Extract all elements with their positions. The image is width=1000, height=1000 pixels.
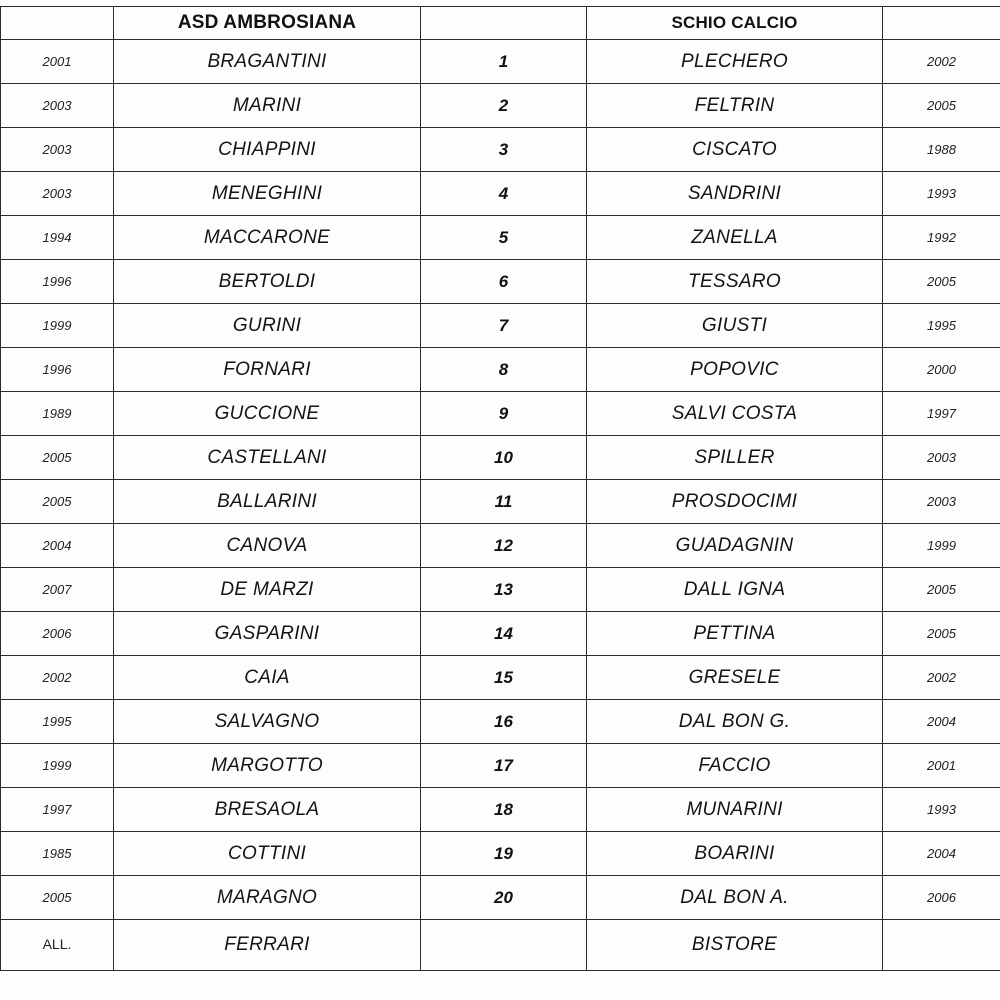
home-name-cell bbox=[114, 656, 421, 700]
away-birth-year: 2002 bbox=[927, 669, 956, 685]
home-birth-year: 1994 bbox=[42, 229, 72, 245]
home-player-name: CANOVA bbox=[226, 534, 308, 556]
away-player-name: GRESELE bbox=[688, 666, 781, 688]
shirt-number: 9 bbox=[498, 403, 509, 423]
shirt-number-cell bbox=[421, 656, 587, 700]
player-row bbox=[1, 348, 1000, 392]
away-player-name: ZANELLA bbox=[691, 226, 778, 248]
home-year-cell bbox=[1, 436, 114, 480]
away-name-cell bbox=[587, 216, 883, 260]
lineup-table bbox=[0, 6, 1000, 971]
away-birth-year: 1997 bbox=[927, 405, 956, 421]
shirt-number: 11 bbox=[494, 491, 513, 511]
home-year-cell bbox=[1, 876, 114, 920]
home-name-cell bbox=[114, 40, 421, 84]
away-name-cell bbox=[587, 480, 883, 524]
coach-blank-right bbox=[883, 920, 1000, 971]
away-birth-year: 1999 bbox=[927, 537, 956, 553]
shirt-number: 18 bbox=[494, 799, 513, 819]
away-year-cell bbox=[883, 700, 1000, 744]
home-year-cell bbox=[1, 700, 114, 744]
home-year-cell bbox=[1, 788, 114, 832]
home-birth-year: 2004 bbox=[42, 537, 72, 553]
away-coach-cell bbox=[587, 920, 883, 971]
away-team-name: SCHIO CALCIO bbox=[671, 13, 798, 32]
away-birth-year: 2003 bbox=[927, 449, 956, 465]
away-name-cell bbox=[587, 84, 883, 128]
away-birth-year: 2005 bbox=[927, 273, 956, 289]
away-year-cell bbox=[883, 612, 1000, 656]
home-year-cell bbox=[1, 172, 114, 216]
away-player-name: PETTINA bbox=[693, 622, 776, 644]
player-row bbox=[1, 656, 1000, 700]
home-coach-label: ALL. bbox=[42, 936, 72, 952]
home-birth-year: 1996 bbox=[42, 273, 72, 289]
shirt-number-cell bbox=[421, 216, 587, 260]
home-year-cell bbox=[1, 260, 114, 304]
home-coach-cell bbox=[114, 920, 421, 971]
shirt-number: 8 bbox=[498, 359, 509, 379]
away-birth-year: 2004 bbox=[927, 713, 956, 729]
away-name-cell bbox=[587, 304, 883, 348]
away-name-cell bbox=[587, 40, 883, 84]
away-birth-year: 2006 bbox=[927, 889, 956, 905]
away-year-cell bbox=[883, 656, 1000, 700]
home-player-name: CHIAPPINI bbox=[218, 138, 316, 160]
away-name-cell bbox=[587, 656, 883, 700]
away-birth-year: 1993 bbox=[927, 185, 956, 201]
shirt-number-cell bbox=[421, 348, 587, 392]
home-birth-year: 1999 bbox=[42, 317, 72, 333]
home-name-cell bbox=[114, 788, 421, 832]
home-birth-year: 1997 bbox=[42, 801, 72, 817]
shirt-number-cell bbox=[421, 260, 587, 304]
home-player-name: MENEGHINI bbox=[211, 182, 323, 204]
away-birth-year: 1993 bbox=[927, 801, 956, 817]
coach-label-cell bbox=[1, 920, 114, 971]
away-birth-year: 1988 bbox=[927, 141, 956, 157]
home-name-cell bbox=[114, 304, 421, 348]
home-name-cell bbox=[114, 84, 421, 128]
shirt-number: 19 bbox=[494, 843, 513, 863]
away-birth-year: 1992 bbox=[927, 229, 956, 245]
home-year-cell bbox=[1, 304, 114, 348]
player-row bbox=[1, 480, 1000, 524]
away-name-cell bbox=[587, 700, 883, 744]
player-row bbox=[1, 876, 1000, 920]
away-player-name: GUADAGNIN bbox=[675, 534, 794, 556]
header-blank-left bbox=[1, 7, 114, 40]
player-row bbox=[1, 128, 1000, 172]
home-player-name: CASTELLANI bbox=[207, 446, 327, 468]
away-year-cell bbox=[883, 788, 1000, 832]
home-year-cell bbox=[1, 744, 114, 788]
home-birth-year: 2002 bbox=[42, 669, 72, 685]
home-name-cell bbox=[114, 436, 421, 480]
away-name-cell bbox=[587, 436, 883, 480]
away-name-cell bbox=[587, 744, 883, 788]
away-year-cell bbox=[883, 84, 1000, 128]
home-player-name: MARAGNO bbox=[216, 886, 318, 908]
away-year-cell bbox=[883, 260, 1000, 304]
player-row bbox=[1, 832, 1000, 876]
away-player-name: MUNARINI bbox=[686, 798, 783, 820]
away-name-cell bbox=[587, 524, 883, 568]
away-year-cell bbox=[883, 40, 1000, 84]
home-name-cell bbox=[114, 128, 421, 172]
shirt-number: 15 bbox=[494, 667, 513, 687]
away-name-cell bbox=[587, 612, 883, 656]
home-coach-name: FERRARI bbox=[224, 934, 310, 955]
home-name-cell bbox=[114, 568, 421, 612]
home-birth-year: 2006 bbox=[42, 625, 72, 641]
away-player-name: PROSDOCIMI bbox=[671, 490, 798, 512]
home-player-name: BRAGANTINI bbox=[207, 50, 327, 72]
away-year-cell bbox=[883, 436, 1000, 480]
home-name-cell bbox=[114, 744, 421, 788]
away-player-name: CISCATO bbox=[692, 138, 777, 160]
shirt-number-cell bbox=[421, 84, 587, 128]
shirt-number-cell bbox=[421, 172, 587, 216]
home-name-cell bbox=[114, 216, 421, 260]
player-row bbox=[1, 524, 1000, 568]
shirt-number: 14 bbox=[494, 623, 513, 643]
player-row bbox=[1, 700, 1000, 744]
away-year-cell bbox=[883, 744, 1000, 788]
shirt-number-cell bbox=[421, 788, 587, 832]
shirt-number-cell bbox=[421, 568, 587, 612]
away-year-cell bbox=[883, 216, 1000, 260]
shirt-number-cell bbox=[421, 304, 587, 348]
home-birth-year: 1995 bbox=[42, 713, 72, 729]
away-player-name: FELTRIN bbox=[694, 94, 775, 116]
away-name-cell bbox=[587, 392, 883, 436]
shirt-number: 3 bbox=[498, 139, 509, 159]
home-year-cell bbox=[1, 524, 114, 568]
home-birth-year: 1989 bbox=[42, 405, 72, 421]
player-row bbox=[1, 304, 1000, 348]
away-player-name: TESSARO bbox=[688, 270, 781, 292]
away-year-cell bbox=[883, 480, 1000, 524]
player-row bbox=[1, 612, 1000, 656]
home-player-name: GURINI bbox=[232, 314, 302, 336]
player-row bbox=[1, 744, 1000, 788]
home-year-cell bbox=[1, 832, 114, 876]
away-year-cell bbox=[883, 832, 1000, 876]
home-player-name: GUCCIONE bbox=[214, 402, 320, 424]
home-name-cell bbox=[114, 876, 421, 920]
home-year-cell bbox=[1, 612, 114, 656]
away-player-name: SPILLER bbox=[694, 446, 775, 468]
shirt-number-cell bbox=[421, 436, 587, 480]
header-blank-middle bbox=[421, 7, 587, 40]
away-name-cell bbox=[587, 876, 883, 920]
away-year-cell bbox=[883, 876, 1000, 920]
shirt-number-cell bbox=[421, 40, 587, 84]
home-name-cell bbox=[114, 172, 421, 216]
away-coach-name: BISTORE bbox=[691, 934, 778, 955]
away-player-name: PLECHERO bbox=[681, 50, 788, 72]
home-year-cell bbox=[1, 656, 114, 700]
shirt-number: 17 bbox=[494, 755, 513, 775]
header-blank-right bbox=[883, 7, 1000, 40]
coach-row bbox=[1, 920, 1000, 971]
away-name-cell bbox=[587, 348, 883, 392]
shirt-number: 2 bbox=[498, 95, 509, 115]
header-row bbox=[1, 7, 1000, 40]
shirt-number-cell bbox=[421, 480, 587, 524]
away-name-cell bbox=[587, 172, 883, 216]
away-name-cell bbox=[587, 832, 883, 876]
shirt-number: 7 bbox=[498, 315, 509, 335]
home-birth-year: 2005 bbox=[42, 449, 72, 465]
shirt-number: 5 bbox=[498, 227, 509, 247]
away-team-title bbox=[587, 7, 883, 40]
away-name-cell bbox=[587, 568, 883, 612]
away-birth-year: 2000 bbox=[927, 361, 956, 377]
home-player-name: COTTINI bbox=[227, 842, 307, 864]
away-year-cell bbox=[883, 568, 1000, 612]
home-name-cell bbox=[114, 612, 421, 656]
home-birth-year: 1985 bbox=[42, 845, 72, 861]
home-player-name: DE MARZI bbox=[220, 578, 314, 600]
shirt-number-cell bbox=[421, 744, 587, 788]
player-row bbox=[1, 172, 1000, 216]
away-name-cell bbox=[587, 128, 883, 172]
shirt-number-cell bbox=[421, 128, 587, 172]
shirt-number-cell bbox=[421, 876, 587, 920]
away-player-name: DAL BON G. bbox=[678, 710, 791, 732]
home-name-cell bbox=[114, 524, 421, 568]
shirt-number: 6 bbox=[498, 271, 509, 291]
home-name-cell bbox=[114, 348, 421, 392]
home-year-cell bbox=[1, 216, 114, 260]
home-year-cell bbox=[1, 84, 114, 128]
away-birth-year: 1995 bbox=[927, 317, 956, 333]
home-name-cell bbox=[114, 700, 421, 744]
home-name-cell bbox=[114, 260, 421, 304]
away-birth-year: 2005 bbox=[927, 581, 956, 597]
player-row bbox=[1, 216, 1000, 260]
player-row bbox=[1, 568, 1000, 612]
home-player-name: MARGOTTO bbox=[211, 754, 323, 776]
home-year-cell bbox=[1, 128, 114, 172]
away-player-name: DAL BON A. bbox=[680, 886, 789, 908]
away-player-name: FACCIO bbox=[698, 754, 771, 776]
coach-blank-middle bbox=[421, 920, 587, 971]
home-player-name: MACCARONE bbox=[203, 226, 331, 248]
away-year-cell bbox=[883, 524, 1000, 568]
home-birth-year: 2001 bbox=[42, 53, 72, 69]
home-birth-year: 2003 bbox=[42, 97, 72, 113]
shirt-number: 1 bbox=[498, 51, 509, 71]
home-name-cell bbox=[114, 480, 421, 524]
home-year-cell bbox=[1, 392, 114, 436]
away-year-cell bbox=[883, 304, 1000, 348]
home-team-name: ASD AMBROSIANA bbox=[177, 12, 357, 33]
home-player-name: BALLARINI bbox=[217, 490, 317, 512]
home-birth-year: 2005 bbox=[42, 889, 72, 905]
shirt-number-cell bbox=[421, 832, 587, 876]
away-player-name: DALL IGNA bbox=[683, 578, 786, 600]
home-birth-year: 2005 bbox=[42, 493, 72, 509]
away-player-name: POPOVIC bbox=[690, 358, 779, 380]
away-year-cell bbox=[883, 128, 1000, 172]
away-year-cell bbox=[883, 348, 1000, 392]
home-birth-year: 2007 bbox=[42, 581, 72, 597]
home-year-cell bbox=[1, 480, 114, 524]
shirt-number-cell bbox=[421, 700, 587, 744]
home-birth-year: 1999 bbox=[42, 757, 72, 773]
away-year-cell bbox=[883, 392, 1000, 436]
player-row bbox=[1, 84, 1000, 128]
home-player-name: SALVAGNO bbox=[214, 710, 320, 732]
away-name-cell bbox=[587, 788, 883, 832]
player-row bbox=[1, 436, 1000, 480]
home-name-cell bbox=[114, 832, 421, 876]
player-row bbox=[1, 260, 1000, 304]
player-row bbox=[1, 788, 1000, 832]
home-player-name: BERTOLDI bbox=[218, 270, 316, 292]
shirt-number: 12 bbox=[494, 535, 513, 555]
away-player-name: SALVI COSTA bbox=[671, 402, 798, 424]
away-birth-year: 2005 bbox=[927, 625, 956, 641]
shirt-number: 20 bbox=[494, 887, 513, 907]
away-year-cell bbox=[883, 172, 1000, 216]
player-row bbox=[1, 40, 1000, 84]
away-birth-year: 2005 bbox=[927, 97, 956, 113]
shirt-number: 10 bbox=[494, 447, 513, 467]
shirt-number: 4 bbox=[498, 183, 509, 203]
away-player-name: SANDRINI bbox=[687, 182, 782, 204]
home-name-cell bbox=[114, 392, 421, 436]
away-birth-year: 2003 bbox=[927, 493, 956, 509]
home-year-cell bbox=[1, 40, 114, 84]
shirt-number-cell bbox=[421, 524, 587, 568]
home-player-name: GASPARINI bbox=[214, 622, 320, 644]
home-player-name: CAIA bbox=[244, 666, 290, 688]
away-birth-year: 2004 bbox=[927, 845, 956, 861]
home-year-cell bbox=[1, 348, 114, 392]
away-player-name: GIUSTI bbox=[701, 314, 768, 336]
home-team-title bbox=[114, 7, 421, 40]
home-birth-year: 2003 bbox=[42, 141, 72, 157]
home-player-name: BRESAOLA bbox=[214, 798, 320, 820]
away-birth-year: 2001 bbox=[927, 757, 956, 773]
shirt-number: 13 bbox=[494, 579, 513, 599]
home-player-name: MARINI bbox=[232, 94, 302, 116]
home-year-cell bbox=[1, 568, 114, 612]
away-name-cell bbox=[587, 260, 883, 304]
shirt-number-cell bbox=[421, 392, 587, 436]
player-row bbox=[1, 392, 1000, 436]
away-player-name: BOARINI bbox=[694, 842, 775, 864]
shirt-number: 16 bbox=[494, 711, 513, 731]
home-birth-year: 2003 bbox=[42, 185, 72, 201]
home-birth-year: 1996 bbox=[42, 361, 72, 377]
away-birth-year: 2002 bbox=[927, 53, 956, 69]
shirt-number-cell bbox=[421, 612, 587, 656]
home-player-name: FORNARI bbox=[223, 358, 311, 380]
